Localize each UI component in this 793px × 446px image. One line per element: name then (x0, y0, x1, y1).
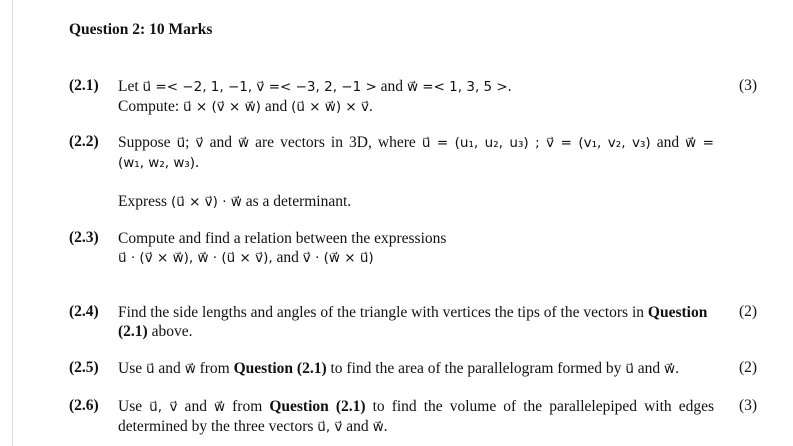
text-line: (2.1) above. (118, 323, 193, 340)
question-number: (2.4) (69, 303, 99, 320)
question-number: (2.5) (69, 359, 99, 376)
question-text (118, 133, 714, 212)
question-text (118, 229, 714, 268)
question-text (118, 397, 714, 437)
marks-label: (3) (739, 77, 758, 94)
question-text (118, 303, 714, 341)
text-line: Let u⃗ =< −2, 1, −1, v⃗ =< −3, 2, −1 > and w⃗ =< 1, 3, 5 >. (118, 78, 512, 95)
page-edge-rule (12, 0, 13, 446)
text-line: u⃗ · (v⃗ × w⃗), w⃗ · (u⃗ × v⃗), and v⃗ · (w⃗ × u⃗) (118, 249, 374, 266)
marks-label: (3) (739, 397, 758, 414)
text-line: Use u⃗, v⃗ and w⃗ from Question (2.1) to find the volume of the parallelepiped with edges (118, 398, 715, 415)
text-line: Compute: u⃗ × (v⃗ × w⃗) and (u⃗ × w⃗) × v⃗. (118, 98, 373, 115)
text-line: Express (u⃗ × v⃗) · w⃗ as a determinant. (118, 193, 352, 210)
text-line: Suppose u⃗; v⃗ and w⃗ are vectors in 3D, where u⃗ = (u₁, u₂, u₃) ; v⃗ = (v₁, v₂, v₃) and w⃗ = (118, 134, 714, 151)
text-line: Use u⃗ and w⃗ from Question (2.1) to find the area of the parallelogram formed by u⃗ and w⃗. (118, 360, 679, 377)
question-number: (2.1) (69, 77, 99, 94)
question-heading: Question 2: 10 Marks (69, 21, 213, 38)
text-line: Find the side lengths and angles of the triangle with vertices the tips of the vectors in Question (118, 304, 708, 321)
question-number: (2.6) (69, 397, 99, 414)
question-number: (2.3) (69, 229, 99, 246)
text-line: Compute and find a relation between the expressions (118, 230, 447, 247)
text-line: determined by the three vectors u⃗, v⃗ and w⃗. (118, 418, 388, 435)
question-text (118, 77, 714, 117)
question-number: (2.2) (69, 133, 99, 150)
marks-label: (2) (739, 359, 758, 376)
text-line: (w₁, w₂, w₃). (118, 154, 199, 171)
marks-label: (2) (739, 303, 758, 320)
question-text (118, 359, 714, 379)
